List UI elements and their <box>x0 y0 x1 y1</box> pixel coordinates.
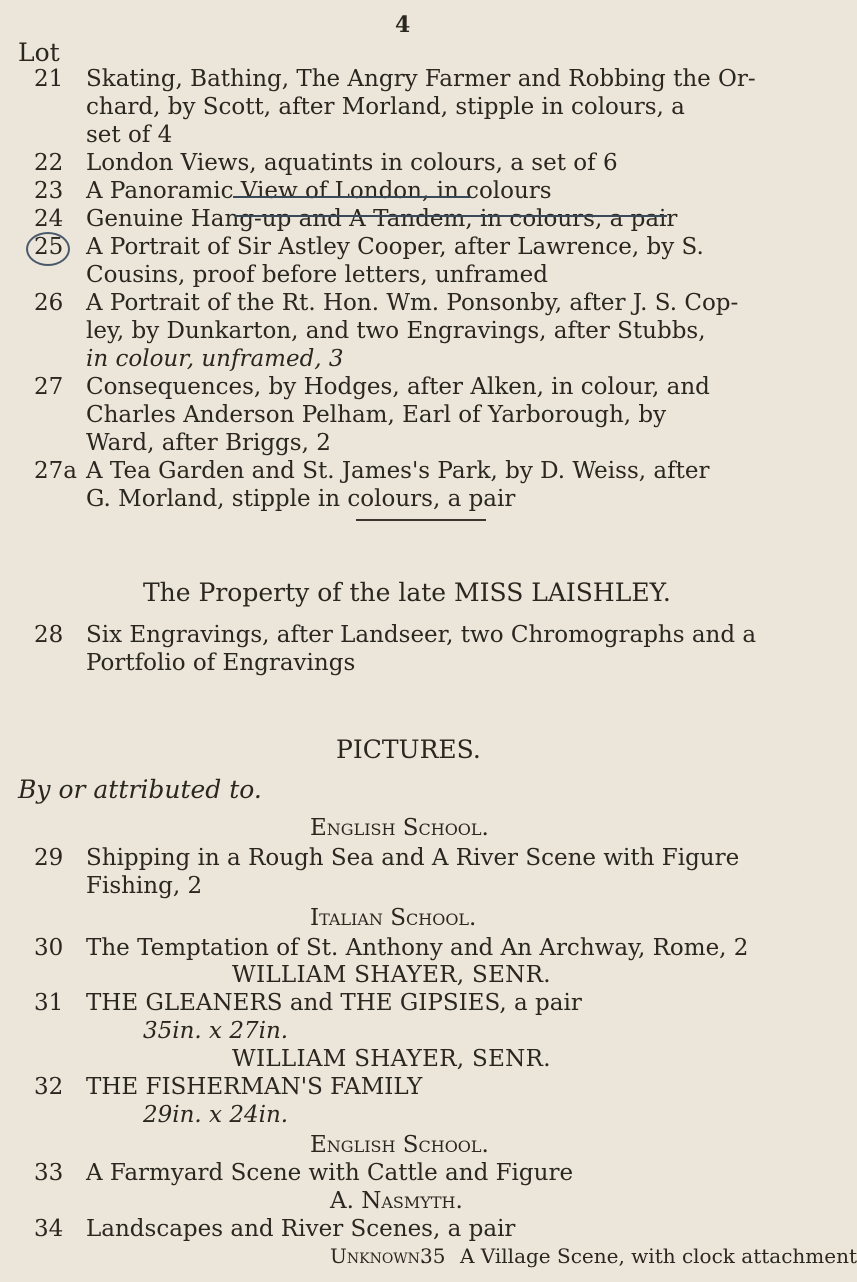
school-heading: English School. <box>310 815 489 841</box>
artist-heading: A. Nasmyth. <box>330 1188 463 1214</box>
lot-text: A Portrait of the Rt. Hon. Wm. Ponsonby, after J. S. Cop- <box>86 290 739 316</box>
lot-text: ley, by Dunkarton, and two Engravings, after Stubbs, <box>86 318 706 344</box>
lot-text: Genuine Hang-up and A Tandem, in colours, a pair <box>86 206 678 232</box>
lot-text: Six Engravings, after Landseer, two Chromographs and a <box>86 622 757 648</box>
pictures-heading: PICTURES. <box>336 735 481 764</box>
school-heading: Italian School. <box>310 905 477 931</box>
lot-number: 22 <box>34 150 64 176</box>
lot-text: Charles Anderson Pelham, Earl of Yarborough, by <box>86 402 667 428</box>
lot-text: A Portrait of Sir Astley Cooper, after Lawrence, by S. <box>86 234 704 260</box>
lot-text: A Panoramic View of London, in colours <box>86 178 552 204</box>
lot-text: set of 4 <box>86 122 173 148</box>
lot-dimensions: 29in. x 24in. <box>143 1102 289 1128</box>
lot-number: 28 <box>34 622 64 648</box>
lot-number: 24 <box>34 206 64 232</box>
artist-heading: WILLIAM SHAYER, SENR. <box>232 1046 551 1072</box>
lot-text: THE FISHERMAN'S FAMILY <box>86 1074 423 1100</box>
school-heading: English School. <box>310 1132 489 1158</box>
artist-heading: Unknown. <box>330 1244 427 1268</box>
lot-text: Portfolio of Engravings <box>86 650 356 676</box>
lot-number: 27 <box>34 374 64 400</box>
lot-number: 35 <box>420 1244 446 1268</box>
lot-number: 34 <box>34 1216 64 1242</box>
lot-text: Shipping in a Rough Sea and A River Scene with Figure <box>86 845 740 871</box>
lot-text: London Views, aquatints in colours, a set of 6 <box>86 150 618 176</box>
lot-text: Consequences, by Hodges, after Alken, in colour, and <box>86 374 710 400</box>
lot-text: Cousins, proof before letters, unframed <box>86 262 548 288</box>
artist-heading: WILLIAM SHAYER, SENR. <box>232 962 551 988</box>
section-divider <box>356 519 486 521</box>
lot-text: The Temptation of St. Anthony and An Archway, Rome, 2 <box>86 935 749 961</box>
lot-text: Landscapes and River Scenes, a pair <box>86 1216 516 1242</box>
lot-text: G. Morland, stipple in colours, a pair <box>86 486 516 512</box>
attribution-note: By or attributed to. <box>18 775 262 804</box>
lot-text: in colour, unframed, 3 <box>86 346 344 372</box>
lot-text: chard, by Scott, after Morland, stipple in colours, a <box>86 94 685 120</box>
lot-text: Skating, Bathing, The Angry Farmer and Robbing the Or- <box>86 66 756 92</box>
lot-number: 33 <box>34 1160 64 1186</box>
lot-text: THE GLEANERS and THE GIPSIES, a pair <box>86 990 582 1016</box>
lot-number: 27a <box>34 458 77 484</box>
lot-number: 23 <box>34 178 64 204</box>
lot-text: Fishing, 2 <box>86 873 203 899</box>
handwritten-underline <box>233 196 471 198</box>
lot-column-header: Lot <box>18 38 60 67</box>
lot-number: 30 <box>34 935 64 961</box>
lot-number: 26 <box>34 290 64 316</box>
handwritten-strike <box>235 215 667 217</box>
lot-number: 31 <box>34 990 64 1016</box>
lot-number: 32 <box>34 1074 64 1100</box>
lot-text: A Tea Garden and St. James's Park, by D. Weiss, after <box>86 458 710 484</box>
lot-dimensions: 35in. x 27in. <box>143 1018 289 1044</box>
lot-text: A Farmyard Scene with Cattle and Figure <box>86 1160 574 1186</box>
lot-text: A Village Scene, with clock attachment <box>460 1244 857 1268</box>
page-number: 4 <box>395 12 411 38</box>
lot-number: 29 <box>34 845 64 871</box>
property-heading: The Property of the late MISS LAISHLEY. <box>143 578 671 607</box>
lot-text: Ward, after Briggs, 2 <box>86 430 331 456</box>
lot-number: 25 <box>34 234 64 260</box>
lot-number: 21 <box>34 66 64 92</box>
